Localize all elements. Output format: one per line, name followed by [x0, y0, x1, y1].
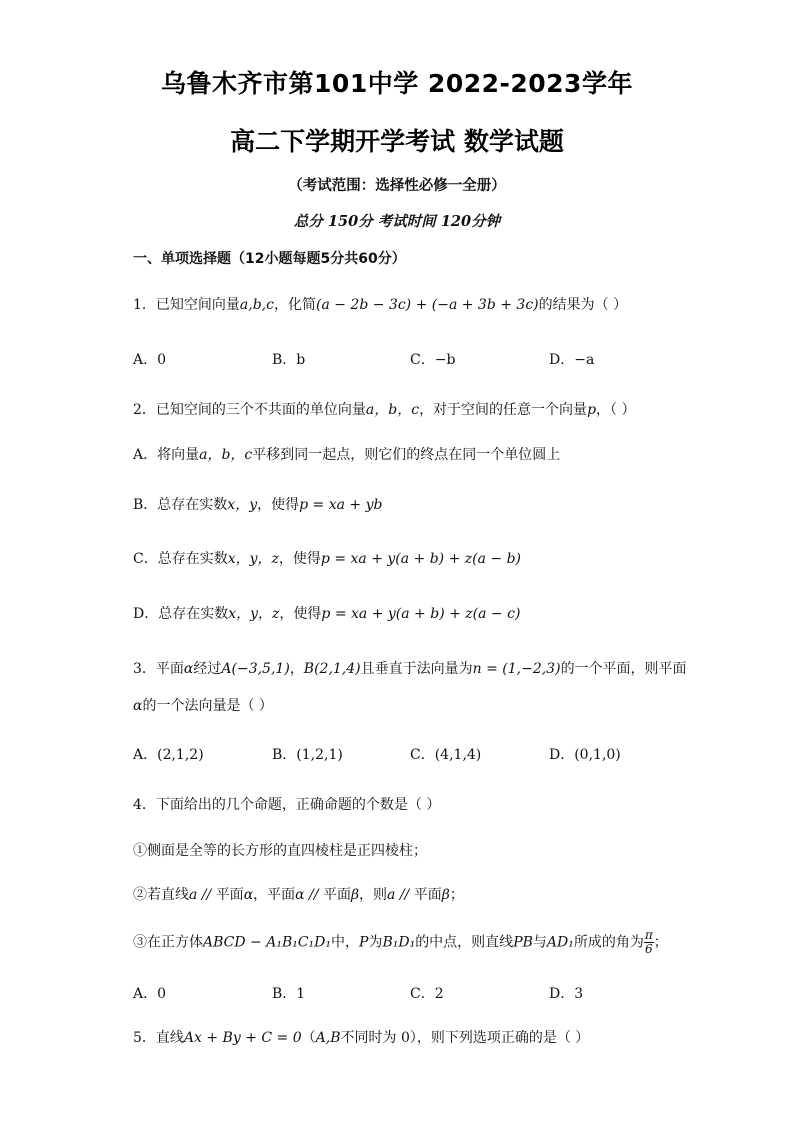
q4-p3-g: 的中点，则直线	[415, 934, 514, 951]
q4-p3-fraction-num: π	[644, 928, 653, 942]
q4-p3-fraction	[644, 929, 654, 956]
q5-expr: Ax + By + C = 0	[183, 1030, 302, 1046]
question-3-stem-line1	[133, 658, 687, 678]
q2-b-vars: x，y	[227, 497, 258, 513]
q2-var-p: p	[587, 402, 597, 418]
exam-scope: （考试范围：选择性必修一全册）	[288, 177, 506, 194]
q2-b-expr: p = xa + yb	[299, 497, 383, 513]
q4-p3-a: ③在正方体	[133, 934, 203, 951]
q3-stem-c: ，	[289, 661, 304, 677]
question-2-stem	[133, 399, 635, 419]
section-heading: 一、单项选择题（12小题每题5分共60分）	[133, 251, 406, 267]
q3-stem-a: 3．平面	[133, 661, 184, 677]
q4-p3-h: PB	[513, 934, 533, 951]
q2-stem-b: ，对于空间的任意一个向量	[419, 402, 588, 418]
q1-option-a: A．0	[133, 352, 167, 368]
q1-stem-b: ，化简	[273, 297, 316, 313]
q4-proposition-2	[133, 884, 464, 904]
q4-proposition-3	[133, 929, 668, 956]
question-1-stem	[133, 294, 627, 314]
q4-option-a: A．0	[133, 986, 167, 1002]
q4-p2-b: a //	[189, 887, 216, 903]
q4-p3-j: AD₁	[546, 934, 574, 951]
q2-b-text-1: B．总存在实数	[133, 497, 228, 513]
q2-a-text-1: A．将向量	[133, 447, 200, 463]
q3-stem-d: 且垂直于法向量为	[360, 661, 473, 677]
q4-p2-m: ；	[449, 887, 464, 903]
q3-stem-b: 经过	[193, 661, 222, 677]
q4-p2-i: ，则	[359, 887, 388, 903]
q2-option-a	[133, 444, 560, 464]
q2-d-text-2: ，使得	[279, 606, 322, 622]
question-4-stem: 4．下面给出的几个命题，正确命题的个数是（ ）	[133, 797, 441, 813]
q5-stem-a: 5．直线	[133, 1030, 184, 1046]
q4-proposition-1: ①侧面是全等的长方形的直四棱柱是正四棱柱；	[133, 843, 427, 859]
q2-c-vars: x，y，z	[227, 551, 279, 567]
q1-stem-c: 的结果为（ ）	[538, 297, 628, 313]
q3-point-a: A(−3,5,1)	[221, 661, 290, 677]
q1-option-d: D．−a	[549, 352, 595, 368]
q4-p3-c: 中，	[331, 934, 360, 951]
exam-title-line1: 乌鲁木齐市第101中学 2022-2023学年	[161, 69, 633, 98]
exam-title-line2: 高二下学期开学考试 数学试题	[230, 127, 564, 156]
q2-option-c	[133, 548, 521, 568]
q3-option-d: D．(0,1,0)	[549, 747, 621, 763]
q1-option-c: C．−b	[410, 352, 456, 368]
q4-p2-l: β	[441, 887, 450, 903]
q4-p2-j: a //	[387, 887, 414, 903]
q5-stem-b: （	[301, 1030, 316, 1046]
q4-p2-d: α	[243, 887, 254, 903]
q4-option-d: D．3	[549, 986, 584, 1002]
q4-p3-b: ABCD − A₁B₁C₁D₁	[203, 934, 332, 951]
q2-c-expr: p = xa + y(a + b) + z(a − b)	[320, 551, 522, 567]
q4-p2-g: 平面	[322, 887, 351, 903]
q3-normal: n = (1,−2,3)	[472, 661, 561, 677]
q4-p3-d: P	[359, 934, 369, 951]
question-5-stem	[133, 1027, 589, 1047]
q1-expr: (a − 2b − 3c) + (−a + 3b + 3c)	[315, 297, 539, 313]
q4-p3-l: ；	[653, 934, 668, 951]
q2-d-text-1: D．总存在实数	[133, 606, 229, 622]
q2-d-vars: x，y，z	[228, 606, 280, 622]
q4-p2-h: β	[350, 887, 360, 903]
q4-p3-f: B₁D₁	[382, 934, 416, 951]
q3-option-c: C．(4,1,4)	[410, 747, 482, 763]
q2-a-text-2: 平移到同一起点，则它们的终点在同一个单位圆上	[252, 447, 561, 463]
q1-option-b: B．b	[272, 352, 306, 368]
q4-option-b: B．1	[272, 986, 306, 1002]
q2-c-text-1: C．总存在实数	[133, 551, 228, 567]
q4-p3-k: 所成的角为	[573, 934, 644, 951]
question-3-stem-line2	[133, 695, 273, 715]
q1-stem-a: 1．已知空间向量	[133, 297, 240, 313]
q4-p3-fraction-den: 6	[644, 942, 653, 956]
q4-p2-a: ②若直线	[133, 887, 189, 903]
q5-vars: A,B	[315, 1030, 341, 1046]
q2-c-text-2: ，使得	[278, 551, 321, 567]
q4-p2-f: α //	[295, 887, 323, 903]
q5-stem-c: 不同时为 0），则下列选项正确的是（ ）	[340, 1030, 590, 1046]
q2-vars: a，b，c	[365, 402, 420, 418]
q2-b-text-2: ，使得	[257, 497, 300, 513]
q2-option-d	[133, 603, 520, 623]
q4-option-c: C．2	[410, 986, 444, 1002]
q3-alpha: α	[183, 661, 194, 677]
q2-stem-c: ，（ ）	[596, 402, 636, 418]
q2-stem-a: 2．已知空间的三个不共面的单位向量	[133, 402, 366, 418]
q1-vars: a,b,c	[239, 297, 274, 313]
q3-stem-e: 的一个平面，则平面	[560, 661, 687, 677]
q2-d-expr: p = xa + y(a + b) + z(a − c)	[321, 606, 521, 622]
q3-option-b: B．(1,2,1)	[272, 747, 343, 763]
q3-stem-f: 的一个法向量是（ ）	[142, 698, 273, 714]
q4-p2-k: 平面	[413, 887, 442, 903]
q4-p3-i: 与	[532, 934, 547, 951]
q2-a-vars: a，b，c	[199, 447, 253, 463]
q3-point-b: B(2,1,4)	[303, 661, 361, 677]
q4-p3-e: 为	[368, 934, 383, 951]
q3-alpha-2: α	[133, 698, 143, 714]
q4-p2-c: 平面	[215, 887, 244, 903]
q3-option-a: A．(2,1,2)	[133, 747, 204, 763]
q4-p2-e: ，平面	[253, 887, 296, 903]
q2-option-b	[133, 494, 382, 514]
exam-score-time: 总分 150分 考试时间 120分钟	[293, 213, 501, 230]
